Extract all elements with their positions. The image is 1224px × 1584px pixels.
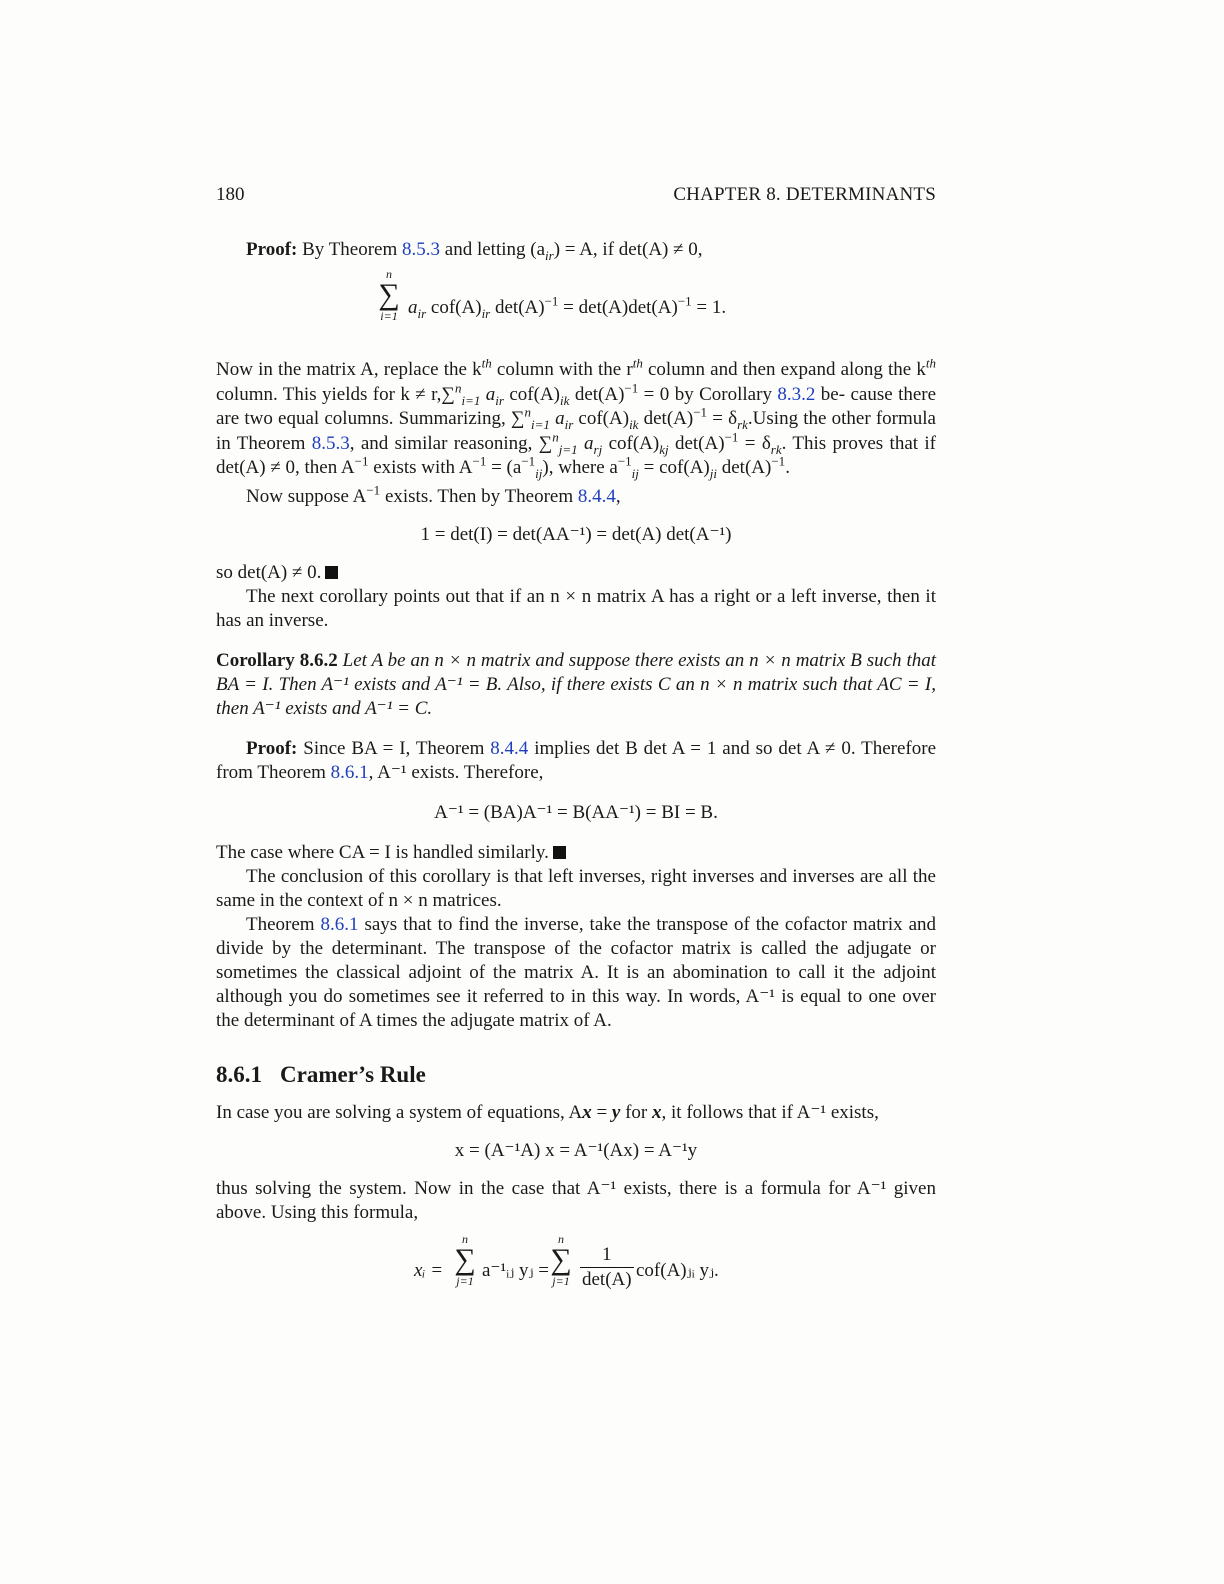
sum-lower: i=1	[380, 309, 398, 323]
text: , and similar reasoning,	[349, 432, 533, 454]
text: exists with A	[368, 457, 473, 478]
text: cof(A)	[509, 383, 561, 405]
text: be-	[820, 383, 846, 405]
text: The case where CA = I is handled similarly.	[216, 841, 549, 863]
text: det(A)	[721, 457, 772, 478]
sum-lower: j=1	[456, 1273, 474, 1288]
equation-4: x = (A⁻¹A) x = A⁻¹(Ax) = A⁻¹y	[454, 1139, 698, 1161]
text: δ	[761, 432, 771, 454]
section-title: Cramer’s Rule	[280, 1061, 426, 1087]
corollary-8-6-2	[216, 649, 936, 721]
text: cof(A)	[608, 432, 660, 454]
equation-1-body: $a_{ir}$ $cof(A)_{ir}$ $\det(A)^{-1} = \det(A)\det(A)^{-1} = 1$.	[408, 293, 727, 321]
sum-upper: n	[386, 267, 392, 281]
proof-label: Proof:	[246, 239, 298, 260]
fraction-denominator: det(A)	[582, 1268, 632, 1290]
corollary-label: Corollary 8.6.2	[216, 649, 338, 671]
qed-square-icon	[553, 846, 566, 859]
ref-theorem-8-5-3[interactable]: 8.5.3	[402, 239, 441, 260]
text: cof(A)	[659, 457, 710, 478]
proof-1: Proof: By Theorem 8.5.3 and letting $(a_{ir}) = A$, if det(A) ≠ 0,	[246, 239, 703, 263]
ref-theorem-8-5-3b[interactable]: 8.5.3	[311, 432, 350, 454]
text: det(A)	[643, 408, 694, 429]
ref-theorem-8-6-1b[interactable]: 8.6.1	[320, 913, 359, 935]
text: . This proves that if det(A) ≠ 0, then A	[216, 432, 937, 478]
vector-x: x	[652, 1101, 662, 1123]
text: =	[591, 1101, 612, 1123]
text: for	[620, 1101, 653, 1123]
proof-text: and letting (a	[444, 239, 546, 260]
paragraph-6: The conclusion of this corollary is that left inverses, right inverses and inverses are all the same in the context of n × n matrices.	[216, 865, 936, 911]
qed-square-icon	[325, 566, 338, 579]
text: det(A)	[674, 432, 725, 454]
eq-text: cof(A)	[430, 297, 482, 318]
vector-y: y	[611, 1101, 621, 1123]
text: Since BA = I, Theorem	[303, 737, 485, 759]
paragraph-8	[216, 1101, 936, 1125]
text: Theorem	[246, 913, 315, 935]
ref-theorem-8-6-1[interactable]: 8.6.1	[330, 761, 369, 783]
fraction-numerator: 1	[580, 1243, 634, 1268]
text: .Using	[747, 408, 799, 429]
text: = (a	[486, 457, 522, 478]
page-number: 180	[216, 184, 245, 205]
text: In case you are solving a system of equations, A	[216, 1101, 583, 1123]
ref-theorem-8-4-4b[interactable]: 8.4.4	[490, 737, 529, 759]
ref-theorem-8-4-4[interactable]: 8.4.4	[577, 485, 616, 507]
text: , it follows that if A⁻¹ exists,	[661, 1101, 879, 1123]
fraction	[580, 1243, 634, 1292]
equation-5	[216, 1225, 936, 1317]
paragraph-5	[216, 841, 936, 865]
paragraph-1: Now in the matrix A, replace the $k^{th}$ column with the $r^{th}$ column and then expand along the $k^{th}$ column. This yields for k ≠ r,∑$^n_{i=1}$ $a_{ir}$ $cof(A)_{ik}$ $\det(A)^{-1} = 0$ by Corollary 8.3.2 be- cause there are two equal columns. Summarizing, ∑$^n_{i=1}$ $a_{ir}$ $cof(A)_{ik}$ $\det(A)^{-1} = \delta_{rk}.Using$ the other formula in Theorem 8.5.3, and similar reasoning, ∑$^n_{j=1}$ $a_{rj}$ $cof(A)_{kj}$ $\det(A)^{-1} = \delta_{rk}$. This proves that if det(A) ≠ 0, then $A^{-1}$ exists with $A^{-1} = (a^{-1}_{ij})$, where $a^{-1}_{ij} = cof(A)_{ji}$ $\det(A)^{-1}$.	[216, 355, 937, 481]
text: Now in the matrix A, replace the k	[216, 359, 482, 380]
paragraph-3	[216, 561, 936, 585]
text: = δ	[707, 408, 738, 429]
section-number: 8.6.1	[216, 1061, 262, 1087]
text: det(A)	[574, 383, 625, 405]
text: the other formula in Theorem	[216, 408, 936, 454]
text: the k	[888, 359, 926, 380]
paragraph-7	[216, 913, 936, 1033]
text: column. This yields for k ≠ r,	[216, 383, 442, 405]
section-heading	[216, 1063, 936, 1087]
sum-upper: n	[558, 1231, 564, 1246]
text: ), where a	[542, 457, 618, 478]
text: ,	[615, 485, 621, 507]
eq-text: = 1.	[691, 297, 727, 318]
sigma-symbol: ∑	[454, 1242, 476, 1276]
text: column with the r	[491, 359, 633, 380]
text: , A⁻¹ exists. Therefore,	[368, 761, 544, 783]
paragraph-9: thus solving the system. Now in the case that A⁻¹ exists, there is a formula for A⁻¹ given above. Using this formula,	[216, 1177, 936, 1223]
text: cof(A)	[578, 408, 630, 429]
sum-upper: n	[462, 1231, 468, 1246]
sigma-symbol: ∑	[378, 278, 400, 311]
paragraph-2: Now suppose $A^{-1}$ exists. Then by Theorem 8.4.4,	[246, 482, 621, 507]
paragraph-4: The next corollary points out that if an n × n matrix A has a right or a left inverse, then it has an inverse.	[216, 585, 936, 631]
text: .	[785, 457, 790, 478]
corollary-text: Let A be an n × n matrix and suppose there exists an n × n matrix B such that BA = I. Then A⁻¹ exists and A⁻¹ = B. Also, if there exists C an n × n matrix such that AC = I, then A⁻¹ exists and A⁻¹ = C.	[216, 649, 937, 719]
vector-x: x	[582, 1101, 592, 1123]
equation-2: 1 = det(I) = det(AA⁻¹) = det(A) det(A⁻¹)	[420, 523, 732, 545]
equation-3: A⁻¹ = (BA)A⁻¹ = B(AA⁻¹) = BI = B.	[434, 801, 718, 823]
ref-corollary-8-3-2[interactable]: 8.3.2	[777, 383, 816, 405]
eq-term: a⁻¹ᵢⱼ yⱼ =	[482, 1259, 550, 1281]
equation-1	[216, 262, 936, 358]
text: Now suppose A	[246, 485, 367, 507]
text: =	[638, 457, 655, 478]
eq-term: cof(A)ⱼᵢ yⱼ.	[636, 1259, 719, 1281]
sigma-symbol: ∑	[550, 1242, 572, 1276]
text: = 0 by Corollary	[638, 383, 772, 405]
text: column and then expand along	[642, 359, 883, 380]
text: says that to find the inverse, take the transpose of the cofactor matrix and divide by the determinant. The transpose of the cofactor matrix is called the adjugate or sometimes the classical adjoint of the matrix A. It is an abomination to call it the adjoint although you do sometimes see it referred to in this way. In words, A⁻¹ is equal to one over the determinant of A times the adjugate matrix of A.	[216, 913, 937, 1031]
text: so det(A) ≠ 0.	[216, 561, 322, 583]
sum-lower: j=1	[552, 1273, 570, 1288]
proof-text: ) = A, if det(A) ≠ 0,	[553, 239, 703, 260]
text: exists. Then by Theorem	[380, 485, 574, 507]
text: =	[738, 432, 756, 454]
proof-2	[216, 737, 936, 785]
proof-text: By Theorem	[302, 239, 398, 260]
text: cause there are two equal columns. Summarizing,	[216, 383, 937, 429]
page-body	[216, 238, 936, 1317]
eq-text: = det(A)det(A)	[558, 297, 678, 318]
text: implies det B det A = 1 and so det A ≠ 0. Therefore from Theorem	[216, 737, 937, 783]
chapter-title: CHAPTER 8. DETERMINANTS	[673, 184, 936, 205]
proof-label: Proof:	[246, 737, 298, 759]
eq-lhs: xᵢ =	[414, 1259, 444, 1281]
